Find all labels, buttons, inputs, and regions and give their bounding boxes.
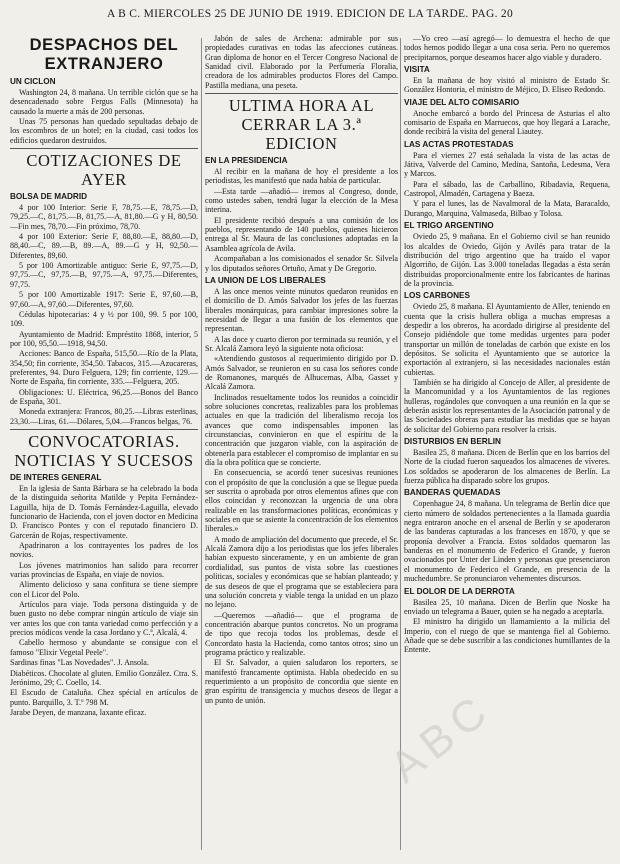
article-paragraph: Los jóvenes matrimonios han salido para recorrer varias provincias de España, en viaje de novios. (10, 560, 198, 580)
article-paragraph: Oviedo 25, 9 mañana. En el Gobierno civil se han reunido los alcaldes de Oviedo, Gijón y Avilés para tratar de la distribución del trigo argentino que ha traído el vapor Algorriño, de Gijón. Las 3.000 toneladas llegadas a ésta serán distribuidas proporcionalmente entre los fabricantes de harinas de la provincia. (404, 232, 610, 288)
section-title-ultima-hora: ULTIMA HORA AL CERRAR LA 3.ª EDICION (228, 96, 375, 154)
article-paragraph: El ministro ha dirigido un llamamiento a la milicia del Imperio, con el ruego de que se mantenga fiel al Gobierno. Añade que se debe suscribir a las condiciones humillantes de la Entente. (404, 617, 610, 655)
article-paragraph: Para el sábado, las de Carballino, Ribadavia, Requena, Castropol, Almadén, Cartagena y Baeza. (404, 179, 610, 199)
classified-ad: Sardinas finas "Las Novedades". J. Ansola. (10, 658, 149, 668)
article-paragraph: —Esta tarde —añadió— iremos al Congreso, donde, como ustedes saben, tendrá lugar la elección de la Mesa interina. (205, 186, 398, 215)
article-paragraph: —Queremos —añadió— que el programa de concentración abarque puntos concretos. No un programa de tipo que recoja todos los problemas, desde el Concordato hasta la Hacienda, como tantos otros; sino un programa práctico y realizable. (205, 610, 398, 657)
section-title-despachos: DESPACHOS DEL EXTRANJERO (29, 36, 179, 73)
classified-ad: Diabéticos. Chocolate al gluten. Emilio González. Ctra. S. Jerónimo, 29; C. Coello, 14. (10, 668, 198, 687)
article-heading: EN LA PRESIDENCIA (205, 156, 288, 166)
classified-ad: Jarabe Deyen, de manzana, laxante eficaz. (10, 707, 147, 717)
quote-paragraph: Moneda extranjera: Francos, 80,25.—Libras esterlinas, 23,30.—Liras, 61.—Dólares, 5,04.—Francos belgas, 76. (10, 407, 198, 426)
article-paragraph: Basilea 25, 8 mañana. Dicen de Berlín que en los barrios del Norte de la ciudad fueron saqueados los almacenes de víveres. Los soldados se apoderaron de los almacenes de Berlín. La fuerza pública ha disparado sobre los grupos. (404, 448, 610, 486)
watermark-logo: ABC (381, 683, 502, 793)
section-title-cotizaciones: COTIZACIONES DE AYER (26, 151, 182, 190)
classified-ad: El Escudo de Cataluña. Chez spécial en artículos de punto. Barquillo, 3. T.º 798 M. (10, 688, 198, 707)
article-paragraph: En la iglesia de Santa Bárbara se ha celebrado la boda de la distinguida señorita Matilde y Pepita Fernández-Laguilla, hija de D. Tomás Fernández-Laguilla, elevado funcionario de Hacienda, con el joven doctor en Medicina D. Francisco Pontes y con el reputado financiero D. Garcerán de Rojas, respectivamente. (10, 483, 198, 540)
column-left (10, 34, 198, 854)
article-heading: DISTURBIOS EN BERLIN (404, 437, 501, 447)
article-heading: LA UNION DE LOS LIBERALES (205, 275, 326, 285)
article-paragraph: En la mañana de hoy visitó al ministro de Estado Sr. González Hontoria, el ministro de Méjico, D. Eliseo Redondo. (404, 76, 610, 95)
article-paragraph: Washington 24, 8 mañana. Un terrible ciclón que se ha desencadenado sobre Fergus Falls (Minnesota) ha causado la muerte a más de 200 personas. (10, 88, 198, 116)
article-paragraph: El Sr. Salvador, a quien saludaron los reporters, se manifestó francamente optimista. Habla obedecido en su requerimiento a un propósito de concordia que siente en gran espíritu de transigencia y muchos deseos de llegar a un punto de unión. (205, 658, 398, 705)
masthead: A B C. MIERCOLES 25 DE JUNIO DE 1919. EDICION DE LA TARDE. PAG. 20 (106, 8, 514, 20)
article-paragraph: Copenhague 24, 8 mañana. Un telegrama de Berlín dice que cierto número de soldados pertenecientes a la llamada guardia negra entraron anoche en el arsenal de Berlín y se apoderaron de las banderas capturadas a los franceses en 1870, y que se proponía devolver a Francia. Estos soldados quemaron las banderas en el monumento de Federico el Grande, y fueron ovacionados por Unter der Linden y personas que presenciaron el monumento de Federico el Grande, en presencia de la muchedumbre. Se pronunciaron vehementes discursos. (404, 499, 610, 584)
classified-ad: Cabello hermoso y abundante se consigue con el famoso "Elixir Vegetal Peele". (10, 638, 198, 657)
article-heading: LOS CARBONES (404, 291, 470, 301)
quote-paragraph: Ayuntamiento de Madrid: Empréstito 1868, interior, 5 por 100, 95,50.—1918, 94,50. (10, 329, 198, 348)
article-heading: DE INTERES GENERAL (10, 472, 102, 482)
article-paragraph: Y para el lunes, las de Navalmoral de la Mata, Baracaldo, Durango, Marquina, Valmaseda, Bilbao y Tolosa. (404, 199, 610, 218)
article-paragraph: A las doce y cuarto dieron por terminada su reunión, y el Sr. Alcalá Zamora leyó la siguiente nota oficiosa: (205, 334, 398, 353)
classified-ad: Artículos para viaje. Toda persona distinguida y de buen gusto no debe comprar ningún artículo de viaje sin ver antes los que con tanta variedad como perfección y a precios módicos vende la casa Jordano y C.ª, Alcalá, 4. (10, 600, 198, 638)
article-heading: UN CICLON (10, 77, 56, 86)
classified-ad: Alimento delicioso y sana confitura se tiene siempre con el Licor del Polo. (10, 580, 198, 599)
column-middle (205, 34, 398, 854)
article-heading: EL TRIGO ARGENTINO (404, 221, 494, 231)
quote-paragraph: 5 por 100 Amortizable 1917: Serie E, 97,60.—B, 97,60.—A, 97,60.—Diferentes, 97,60. (10, 290, 198, 309)
article-heading: BANDERAS QUEMADAS (404, 488, 501, 498)
article-paragraph: Para el viernes 27 está señalada la vista de las actas de Játiva, Valverde del Camino, Medina, Santoña, Ledesma, Vera y Marcos. (404, 150, 610, 179)
article-paragraph: Anoche embarcó a bordo del Princesa de Asturias el alto comisario de España en Marruecos, que hoy llegará a Larache, donde recibirá la visita del general Liautey. (404, 108, 610, 137)
article-paragraph: Acompañaban a los comisionados el senador Sr. Silvela y los diputados señores Ortuño, Amat y De Gregorio. (205, 254, 398, 273)
article-paragraph: Unas 75 personas han quedado sepultadas debajo de los escombros de un hotel; en la ciudad, casi todos los edificios quedaron destruidos. (10, 117, 198, 145)
quote-paragraph: 4 por 100 Exterior: Serie F, 88,80.—E, 88,80.—D, 88,40.—C, 89.—B, 89.—A, 89.—G y H, 92,50.—Diferentes, 89,60. (10, 232, 198, 260)
article-paragraph: Apadrinaron a los contrayentes los padres de los novios. (10, 541, 198, 560)
classified-ad: Jabón de sales de Archena: admirable por sus propiedades curativas en todas las afecciones cutáneas. Gran diploma de honor en el Tercer Congreso Nacional de Sanidad civil. Elaborado por la Perfumería Floralia, creadora de los admirables productos Flores del Campo. Pastilla mediana, una peseta. (205, 34, 398, 90)
column-rule (201, 38, 202, 850)
quote-paragraph: Acciones: Banco de España, 515,50.—Río de la Plata, 354,50; fin corriente, 354,50. Tabacos, 315.—Azucareras, preferentes, 94. Duro Felguera, 129; fin corriente, 129.—Norte de España, fin corriente, 335.—Felguera, 205. (10, 349, 198, 387)
divider (10, 429, 198, 430)
quote-paragraph: Cédulas hipotecarias: 4 y ½ por 100, 99. 5 por 100, 109. (10, 309, 198, 329)
article-paragraph: También se ha dirigido al Concejo de Aller, al presidente de la Mancomunidad y a los Ayuntamientos de las regiones hulleras, rogándoles que convoquen a una reunión en la que se deberán asistir los representantes de la Asociación patronal y de las Sociedades obreras para estudiar las medidas que se hayan de solicitar del Gobierno para resolver la crisis. (404, 377, 610, 434)
quote-paragraph: Obligaciones: U. Eléctrica, 96,25.—Bonos del Banco de España, 301. (10, 387, 198, 406)
article-heading: EL DOLOR DE LA DERROTA (404, 586, 515, 596)
article-paragraph: Basilea 25, 10 mañana. Dicen de Berlín que Noske ha enviado un telegrama a Bauer, quien se ha negado a aceptarla. (404, 597, 610, 616)
article-paragraph: A las once menos veinte minutos quedaron reunidos en el domicilio de D. Amós Salvador los jefes de las fuerzas liberales monárquicas, para cambiar impresiones sobre la necesidad de llegar a una fusión de los elementos que representan. (205, 286, 398, 334)
article-paragraph: Inclinados resueltamente todos los reunidos a coincidir sobre soluciones concretas, realizables para los problemas actuales en que la tradición del liberalismo recoja los avances que como indispensables imponen las circunstancias, convinieron en que el espíritu de la concentración que juzgaron viable, con la aspiración de obtenerla para establecer el compromiso de implantar en su día la obra política que se concierte. (205, 392, 398, 468)
divider (10, 148, 198, 149)
article-paragraph: «Atendiendo gustosos al requerimiento dirigido por D. Amós Salvador, se reunieron en su casa los señores conde de Romanones, marqués de Alhucemas, Alba, Gasset y Alcalá Zamora. (205, 354, 398, 392)
article-paragraph: El presidente recibió después a una comisión de los pueblos, representando de 140 pueblos, quienes hicieron entrega al Sr. Maura de las conclusiones adoptadas en la Asamblea agrícola de Avila. (205, 215, 398, 253)
quote-paragraph: 4 por 100 Interior: Serie F, 78,75.—E, 78,75.—D, 79,25.—C, 81,75.—B, 81,75.—A, 81,80.—G y H, 80,50.—Fin mes, 78,70.—Fin próximo, 78,70. (10, 203, 198, 231)
article-heading: VISITA (404, 65, 430, 75)
article-heading: LAS ACTAS PROTESTADAS (404, 139, 514, 149)
quote-paragraph: 5 por 100 Amortizable antiguo: Serie E, 97,75.—D, 97,75.—C, 97,75.—B, 97,75.—A, 97,75.—Diferentes, 97,75. (10, 261, 198, 289)
section-title-convocatorias: CONVOCATORIAS. NOTICIAS Y SUCESOS (14, 431, 194, 470)
article-heading: BOLSA DE MADRID (10, 192, 88, 202)
column-right (404, 34, 610, 854)
article-heading: VIAJE DEL ALTO COMISARIO (404, 97, 520, 107)
divider (205, 93, 398, 94)
article-paragraph: Al recibir en la mañana de hoy el presidente a los periodistas, les manifestó que nada había de particular. (205, 167, 398, 186)
article-paragraph: —Yo creo —así agregó— lo demuestra el hecho de que todos hemos podido llegar a una cosa seria. Pero no queremos precipitarnos, porque deseamos hacer algo viable y duradero. (404, 34, 610, 62)
column-rule (400, 38, 401, 850)
article-paragraph: En consecuencia, se acordó tener sucesivas reuniones con el propósito de que la conclusión a que se llegue pueda ser suscrita o aprobada por otros elementos afines que con ellos coincidan y reconozcan la urgencia de una obra realizable en las transformaciones políticas, económicas y sociales en que se asiente la concentración de los elementos liberales.» (205, 468, 398, 534)
article-paragraph: Oviedo 25, 8 mañana. El Ayuntamiento de Aller, teniendo en cuenta que la crisis hullera obliga a muchas empresas a despedir a los obreros, ha acordado dirigirse al presidente del Consejo pidiéndole que tome medidas urgentes para poder transportar un millón de toneladas de carbón que existe en los depósitos. Se solicita el Ayuntamiento que se autorice la exportación al extranjero, si las necesidades nacionales están cubiertas. (404, 302, 610, 377)
article-paragraph: A modo de ampliación del documento que precede, el Sr. Alcalá Zamora dijo a los periodistas que los jefes liberales habían expuesto sinceramente, y en un ambiente de gran cordialidad, sus puntos de vista sobre las cuestiones políticas, sociales y económicas que se habían planteado; y de sus deseos de que el programa que se estableciera para una solución concreta y viable tenga la unidad en un plazo no lejano. (205, 534, 398, 610)
